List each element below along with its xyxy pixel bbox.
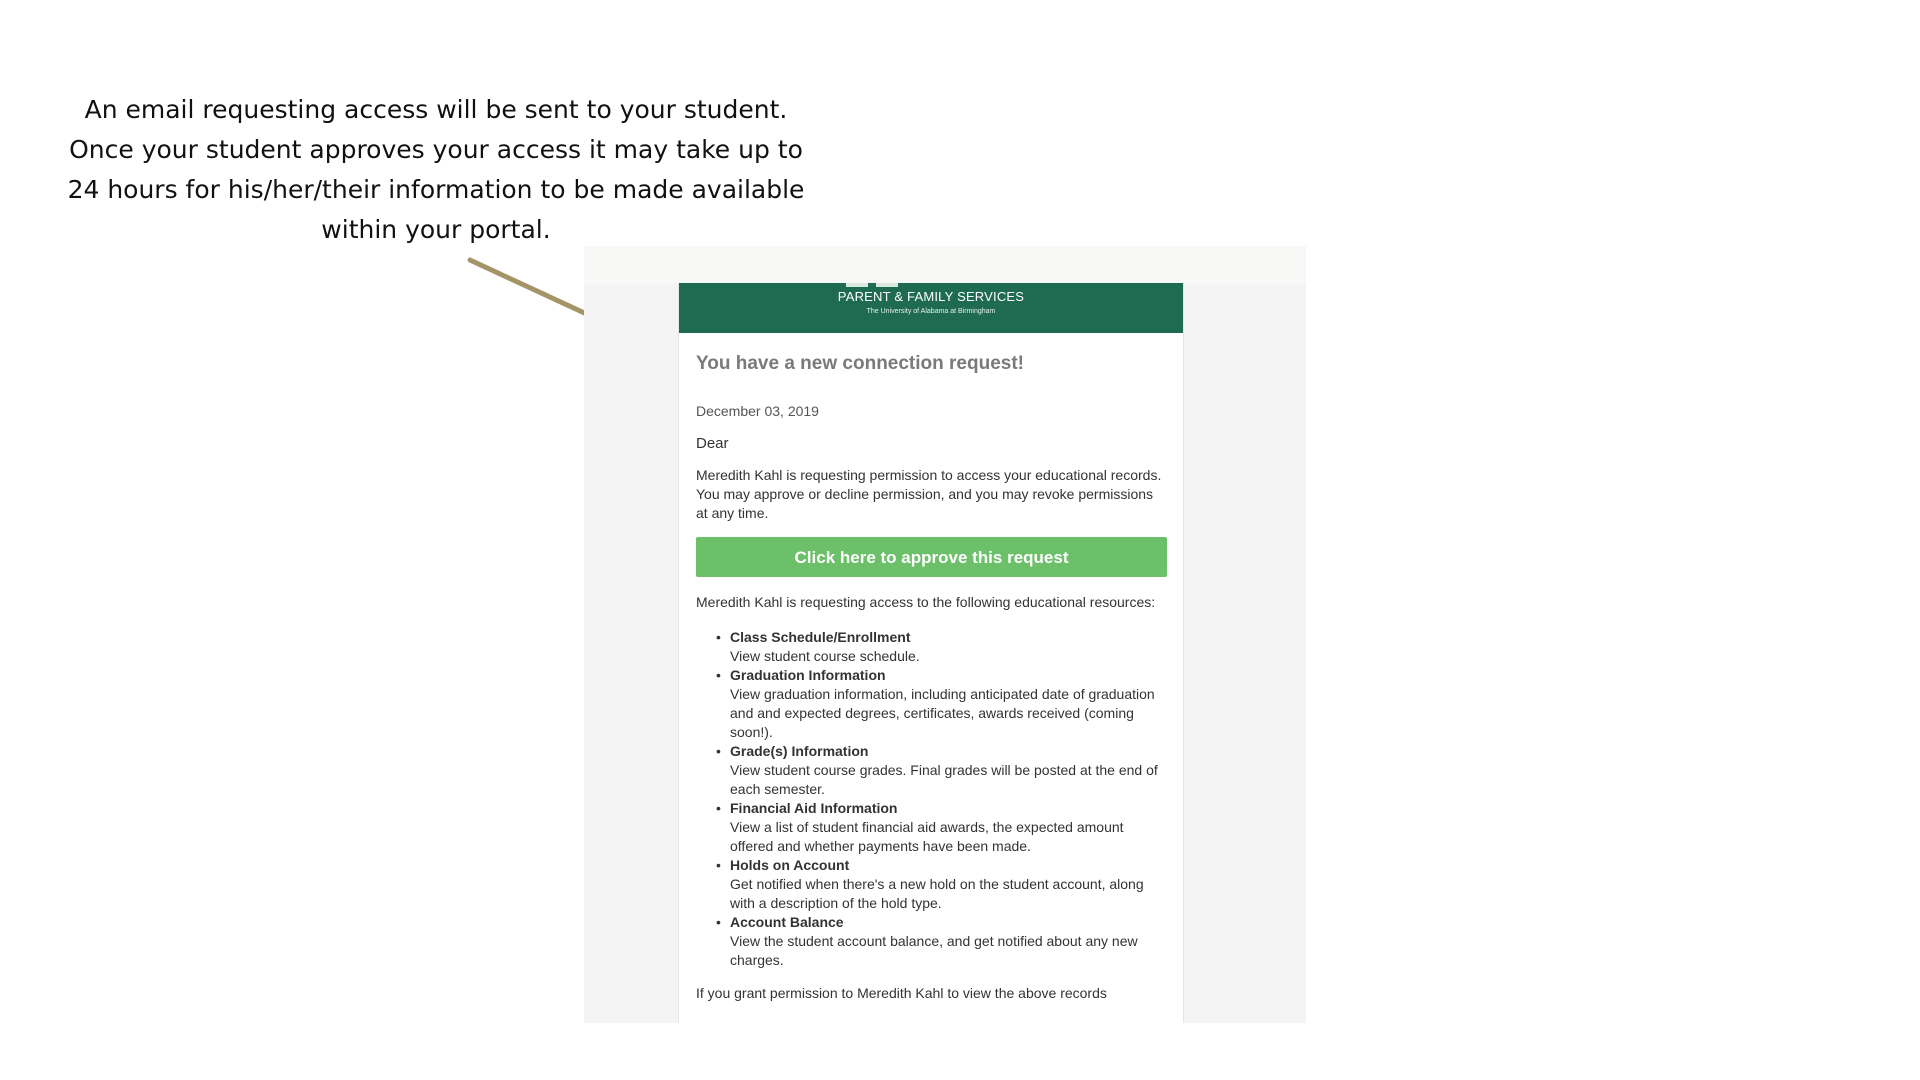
resource-description: View student course grades. Final grades will be posted at the end of each semester. (730, 762, 1158, 797)
resource-title: • Account Balance (730, 914, 844, 930)
email-card (678, 283, 1184, 1023)
resource-description: View student course schedule. (730, 648, 920, 664)
caption-line: Once your student approves your access it may take up to (69, 135, 803, 164)
approve-request-button[interactable]: Click here to approve this request (696, 537, 1167, 577)
caption-line: An email requesting access will be sent to your student. (84, 95, 788, 124)
resource-description: Get notified when there's a new hold on the student account, along with a description of the hold type. (730, 876, 1144, 911)
instruction-caption (60, 90, 812, 250)
email-intro: Meredith Kahl is requesting permission to access your educational records. You may approve or decline permission, and you may revoke permissions at any time. (696, 467, 1162, 521)
list-item (730, 742, 1166, 799)
email-header (679, 283, 1183, 333)
list-item (730, 628, 1166, 666)
resource-title: • Grade(s) Information (730, 743, 869, 759)
resource-title: • Financial Aid Information (730, 800, 898, 816)
resource-title: • Class Schedule/Enrollment (730, 629, 911, 645)
resource-description: View a list of student financial aid awards, the expected amount offered and whether payments have been made. (730, 819, 1124, 854)
caption-line: within your portal. (321, 215, 551, 244)
email-date: December 03, 2019 (696, 403, 819, 419)
resource-title: • Holds on Account (730, 857, 850, 873)
resource-description: View the student account balance, and get notified about any new charges. (730, 933, 1138, 968)
email-footer-text: If you grant permission to Meredith Kahl to view the above records (696, 985, 1107, 1001)
resource-description: View graduation information, including anticipated date of graduation and and expected degrees, certificates, awards received (coming soon!). (730, 686, 1155, 740)
resources-list (696, 628, 1166, 970)
email-greeting: Dear (696, 435, 729, 452)
list-item (730, 799, 1166, 856)
brand-title: PARENT & FAMILY SERVICES (837, 289, 1025, 304)
list-item (730, 856, 1166, 913)
brand-subtitle: The University of Alabama at Birmingham (866, 308, 996, 315)
email-screenshot (584, 246, 1306, 1023)
list-item (730, 666, 1166, 742)
list-item (730, 913, 1166, 970)
caption-line: 24 hours for his/her/their information to be made available (67, 175, 805, 204)
email-headline: You have a new connection request! (696, 353, 1024, 374)
university-logo-icon (846, 283, 898, 287)
screenshot-top-bar (584, 246, 1306, 284)
email-body (679, 333, 1183, 1003)
resources-intro: Meredith Kahl is requesting access to the following educational resources: (696, 594, 1156, 610)
resource-title: • Graduation Information (730, 667, 886, 683)
